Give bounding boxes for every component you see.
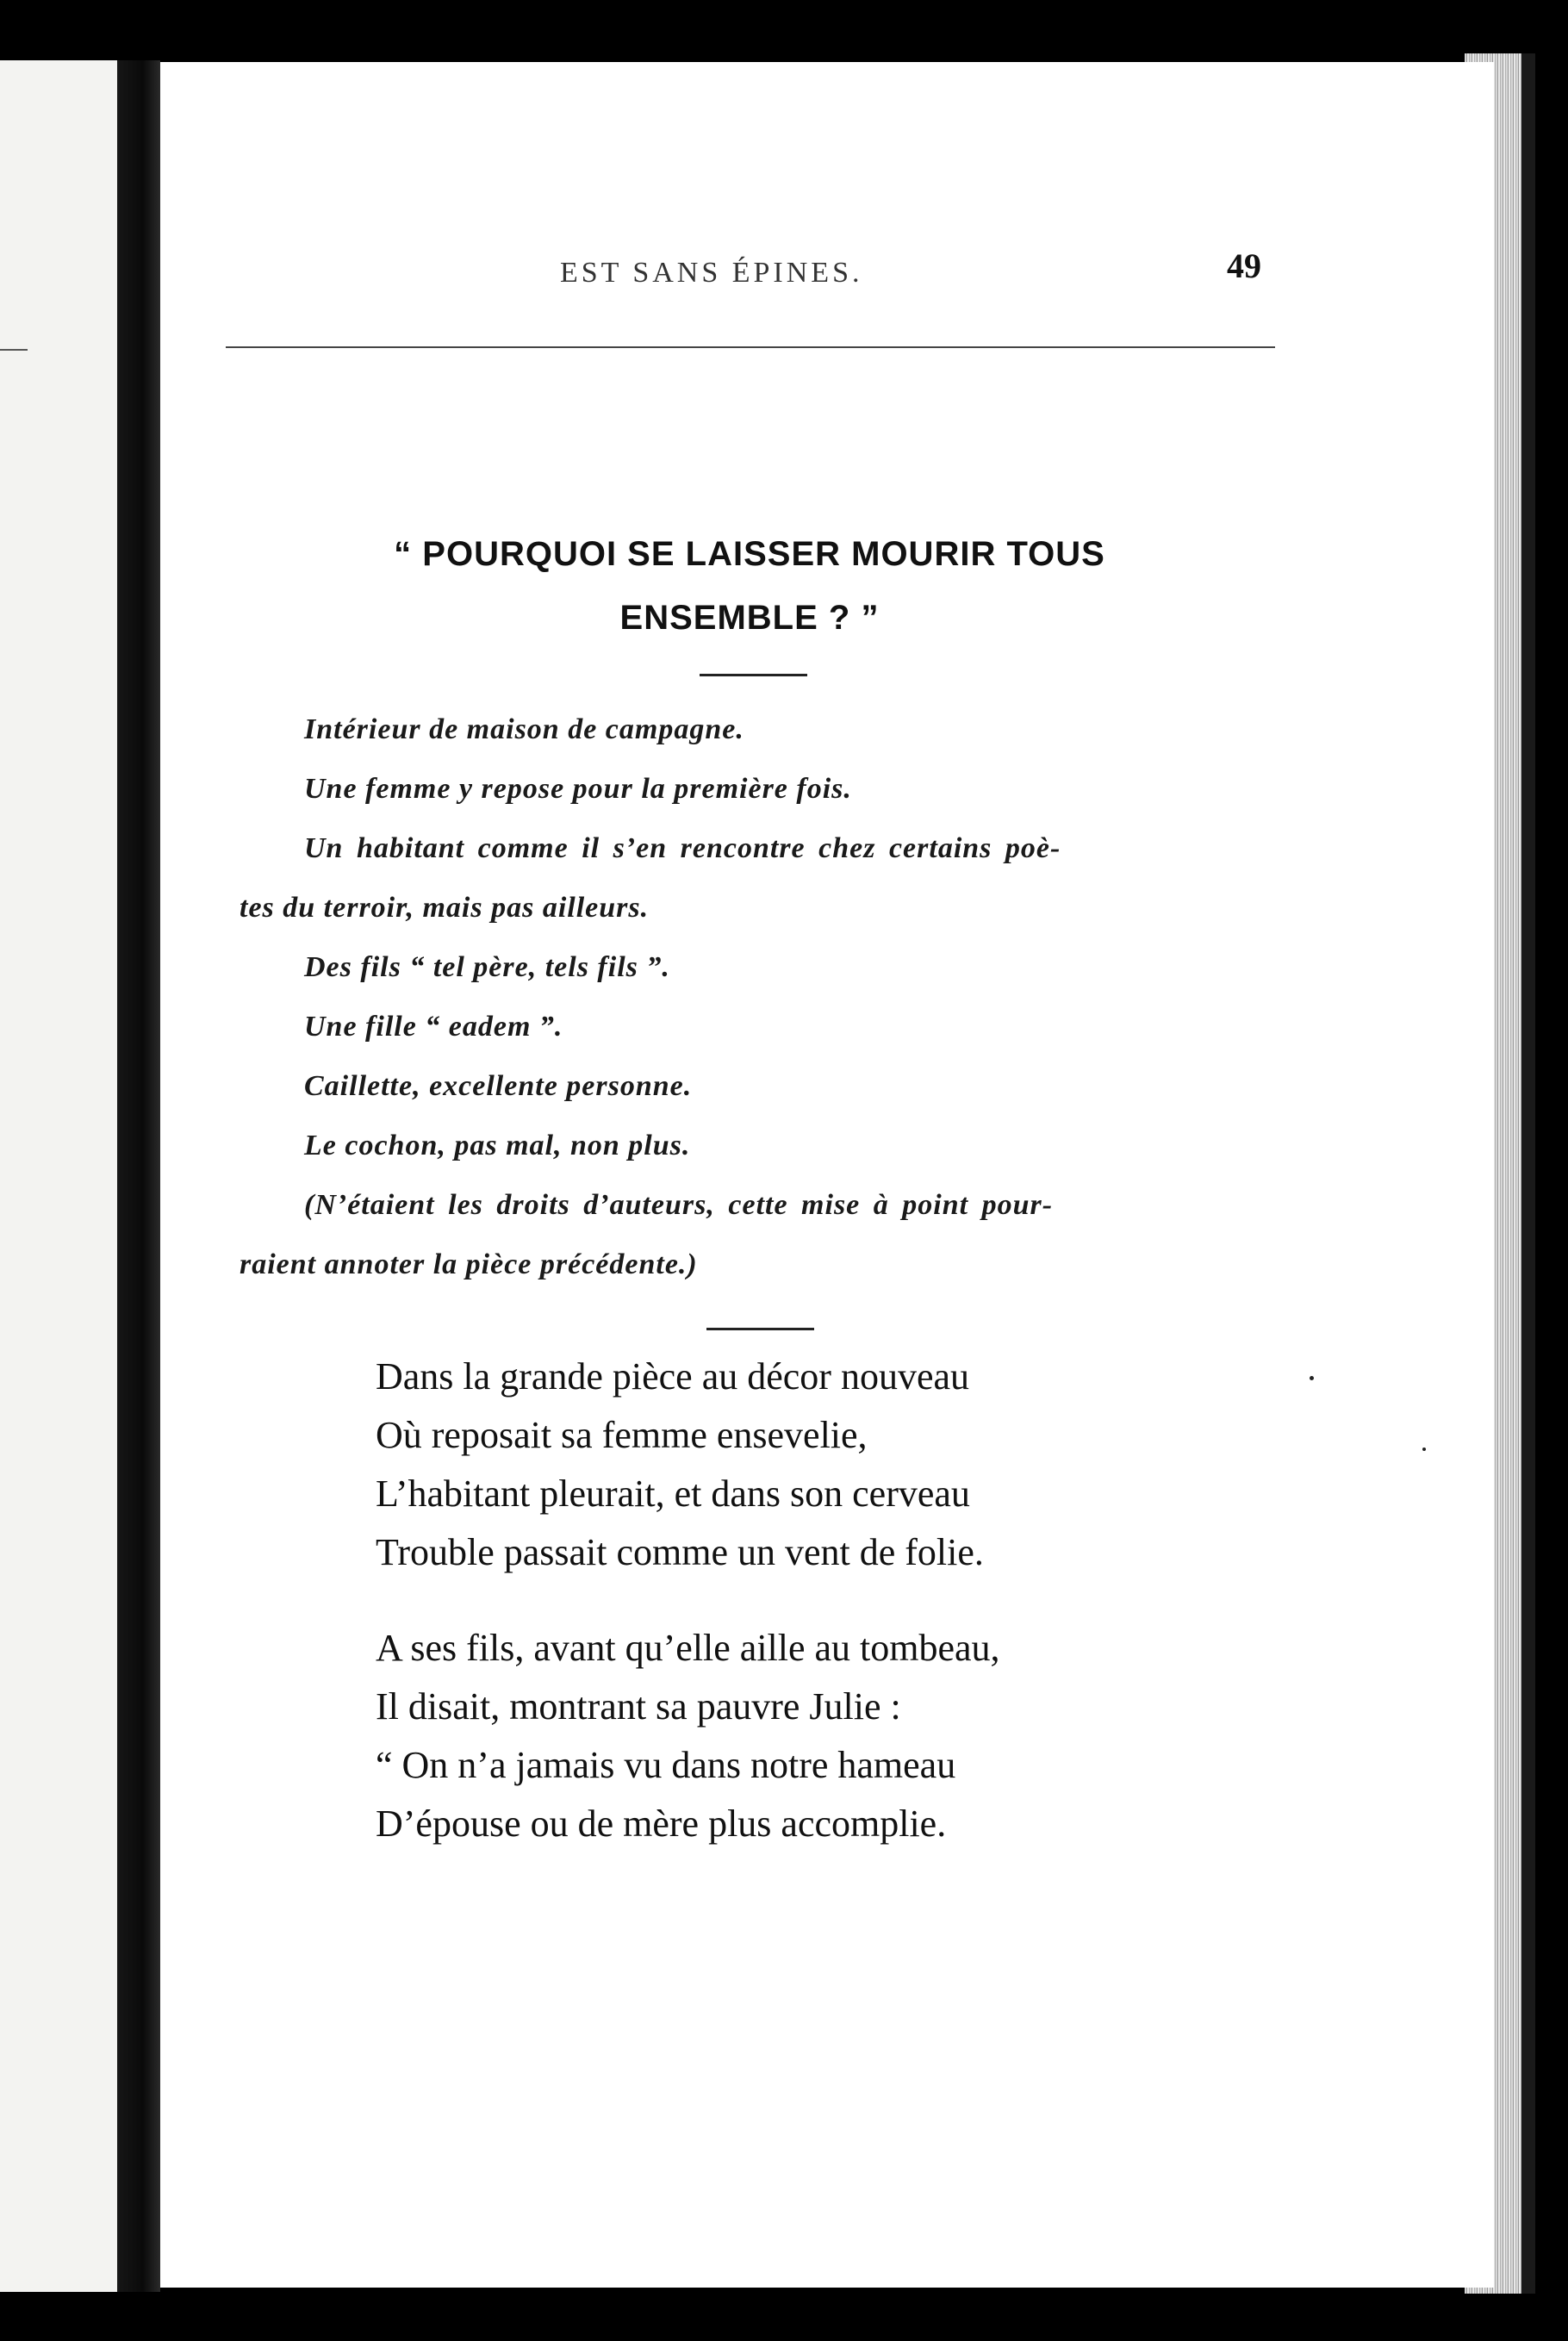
verse-line: Dans la grande pièce au décor nouveau: [376, 1355, 970, 1398]
stage-line: tes du terroir, mais pas ailleurs.: [240, 892, 650, 924]
header-rule: [226, 346, 1275, 348]
stage-line: Une fille “ eadem ”.: [304, 1011, 563, 1043]
stage-line: Un habitant comme il s’en rencontre chez certains poè-: [304, 832, 1061, 864]
verse-line: Il disait, montrant sa pauvre Julie :: [376, 1685, 901, 1728]
book-cover-edge: [1521, 53, 1535, 2294]
verse-line: Où reposait sa femme ensevelie,: [376, 1414, 868, 1456]
left-page-edge: [0, 60, 117, 2292]
book-page: [160, 62, 1494, 2288]
book-gutter: [117, 60, 160, 2292]
stage-line: (N’étaient les droits d’auteurs, cette mise à point pour-: [304, 1189, 1054, 1221]
poem-title-line-2: ENSEMBLE ? ”: [619, 599, 880, 637]
stage-line: raient annoter la pièce précédente.): [240, 1248, 698, 1280]
stage-line: Une femme y repose pour la première fois.: [304, 773, 852, 805]
stage-line: Intérieur de maison de campagne.: [304, 713, 744, 745]
ink-speck: [1310, 1376, 1314, 1380]
verse-line: L’habitant pleurait, et dans son cerveau: [376, 1472, 970, 1515]
verse-line: A ses fils, avant qu’elle aille au tombeau,: [376, 1627, 1000, 1669]
stage-line: Le cochon, pas mal, non plus.: [304, 1130, 691, 1161]
stage-line: Caillette, excellente personne.: [304, 1070, 693, 1102]
verse-line: D’épouse ou de mère plus accomplie.: [376, 1802, 947, 1845]
page-number: 49: [1227, 246, 1261, 285]
verse-line: Trouble passait comme un vent de folie.: [376, 1531, 984, 1573]
verse-line: “ On n’a jamais vu dans notre hameau: [376, 1744, 956, 1786]
poem-title: [258, 522, 1241, 650]
running-head: EST SANS ÉPINES.: [560, 257, 863, 289]
ink-speck: [1422, 1448, 1426, 1451]
verse-divider-rule: [706, 1328, 814, 1330]
title-divider-rule: [700, 674, 807, 676]
stage-line: Des fils “ tel père, tels fils ”.: [304, 951, 670, 983]
left-page-rule: [0, 349, 28, 351]
poem-title-line-1: “ POURQUOI SE LAISSER MOURIR TOUS: [394, 535, 1105, 573]
